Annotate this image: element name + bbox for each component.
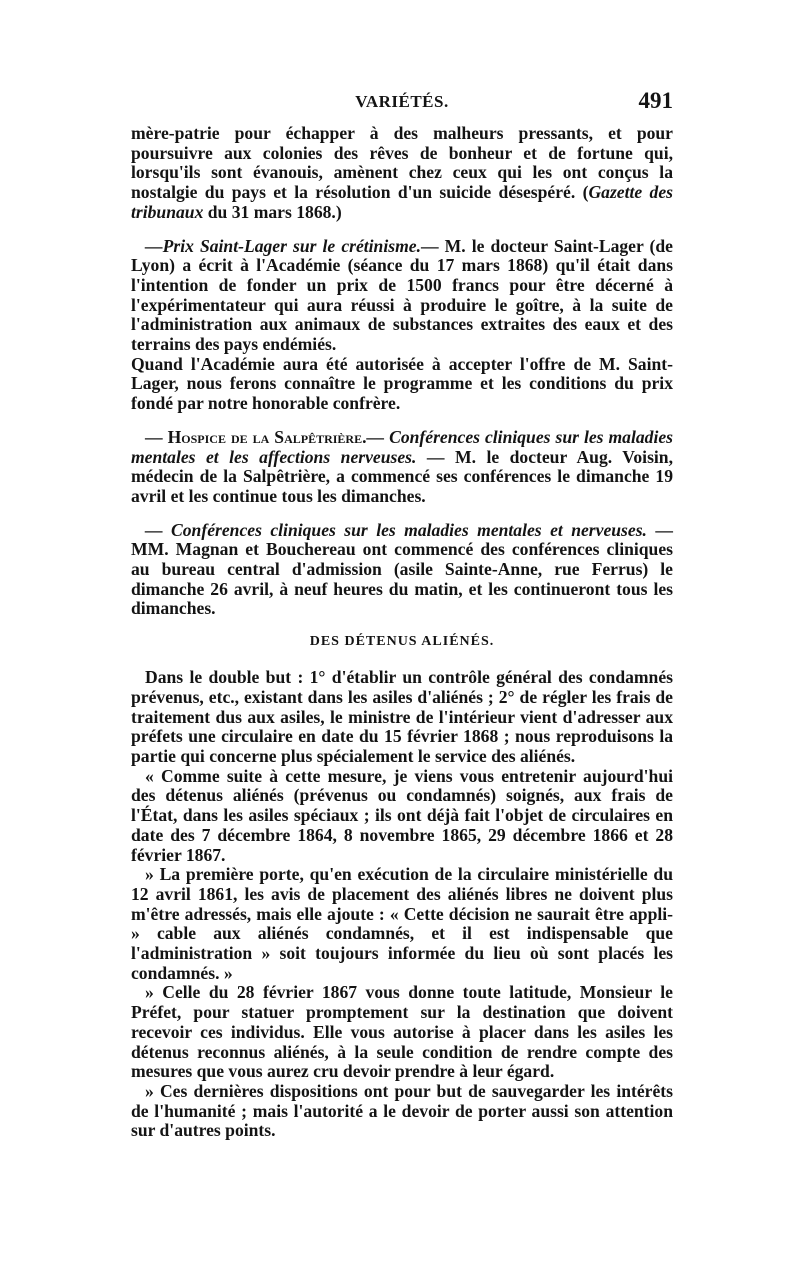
item-title: — Conférences cliniques sur les maladies mentales et nerveuses. <box>145 519 647 540</box>
paragraph-text: Quand l'Académie aura été autorisée à accepter l'offre de M. Saint-Lager, nous ferons connaître le programme et les conditions du prix fondé par notre honorable confrère. <box>131 353 673 414</box>
book-page <box>131 88 673 1141</box>
citation-date: du 31 mars 1868.) <box>203 201 342 222</box>
paragraph-text: mère-patrie pour échapper à des malheurs pressants, et pour poursuivre aux colonies des rêves de bonheur et de fortune qui, lorsqu'ils sont évanouis, amènent chez ceux qui les ont conçus la nostalgie du pays et la résolution d'un suicide désespéré. ( <box>131 123 673 203</box>
page-number: 491 <box>638 88 673 113</box>
paragraph-quote-3: » Celle du 28 février 1867 vous donne toute latitude, Monsieur le Préfet, pour statuer promptement sur la destination que doivent recevoir ces individus. Elle vous autorise à placer dans les asiles les détenus reconnus aliénés, à la seule condition de rendre compte des mesures que vous aurez cru devoir prendre à leur égard. <box>131 982 673 1082</box>
paragraph-quote-2: » La première porte, qu'en exécution de la circulaire ministérielle du 12 avril 1861, les avis de placement des aliénés libres ne doivent plus m'être adressés, mais elle ajoute : « Cette décision ne saurait être appli- » cable aux aliénés condamnés, et il est indispensable que l'administration » soit toujours informée du lieu où sont placés les condamnés. » <box>131 864 673 983</box>
page-header <box>131 88 673 124</box>
paragraph-sainte-anne <box>131 521 673 620</box>
paragraph-circulaire: Dans le double but : 1° d'établir un contrôle général des condamnés prévenus, etc., existant dans les asiles d'aliénés ; 2° de régler les frais de traitement dus aux asiles, le ministre de l'intérieur vient d'adresser aux préfets une circulaire en date du 15 février 1868 ; nous reproduisons la partie qui concerne plus spécialement le service des aliénés. <box>131 667 673 766</box>
paragraph-quote-1: « Comme suite à cette mesure, je viens vous entretenir aujourd'hui des détenus aliénés (prévenus ou condamnés) soignés, aux frais de l'État, dans les asiles spéciaux ; ils ont déjà fait l'objet de circulaires en date des 7 décembre 1864, 8 novembre 1865, 29 décembre 1866 et 28 février 1867. <box>131 765 673 865</box>
institution-name: — Hospice de la Salpêtrière. <box>145 426 367 447</box>
running-title: VARIÉTÉS. <box>355 92 449 111</box>
section-heading: DES DÉTENUS ALIÉNÉS. <box>309 634 495 650</box>
paragraph-text: — M. le docteur Aug. Voisin, médecin de la Salpêtrière, a commencé ses conférences le dimanche 19 avril et les continue tous les dimanches. <box>131 446 673 506</box>
paragraph-salpetriere <box>131 428 673 507</box>
paragraph-suicide <box>131 124 673 223</box>
item-title: —Prix Saint-Lager sur le crétinisme. <box>145 235 421 256</box>
paragraph-prix-saint-lager <box>131 237 673 355</box>
paragraph-text: — MM. Magnan et Bouchereau ont commencé des conférences cliniques au bureau central d'admission (asile Sainte-Anne, rue Ferrus) le dimanche 26 avril, à neuf heures du matin, et les continueront tous les dimanches. <box>131 519 673 619</box>
paragraph-academie <box>131 355 673 414</box>
source-citation: Gazette des tribunaux <box>131 182 673 222</box>
paragraph-quote-4: » Ces dernières dispositions ont pour but de sauvegarder les intérêts de l'humanité ; mais l'autorité a le devoir de porter aussi son attention sur d'autres points. <box>131 1080 673 1141</box>
paragraph-text: — M. le docteur Saint-Lager (de Lyon) a écrit à l'Académie (séance du 17 mars 1868) qu'il était dans l'intention de fonder un prix de 1500 francs pour être décerné à l'expérimentateur qui aura réussi à produire le goître, à la suite de l'administration aux animaux de substances extraites des eaux et des terrains des pays endémiés. <box>131 235 673 355</box>
item-title: — Conférences cliniques sur les maladies mentales et les affections nerveuses. <box>131 426 673 467</box>
